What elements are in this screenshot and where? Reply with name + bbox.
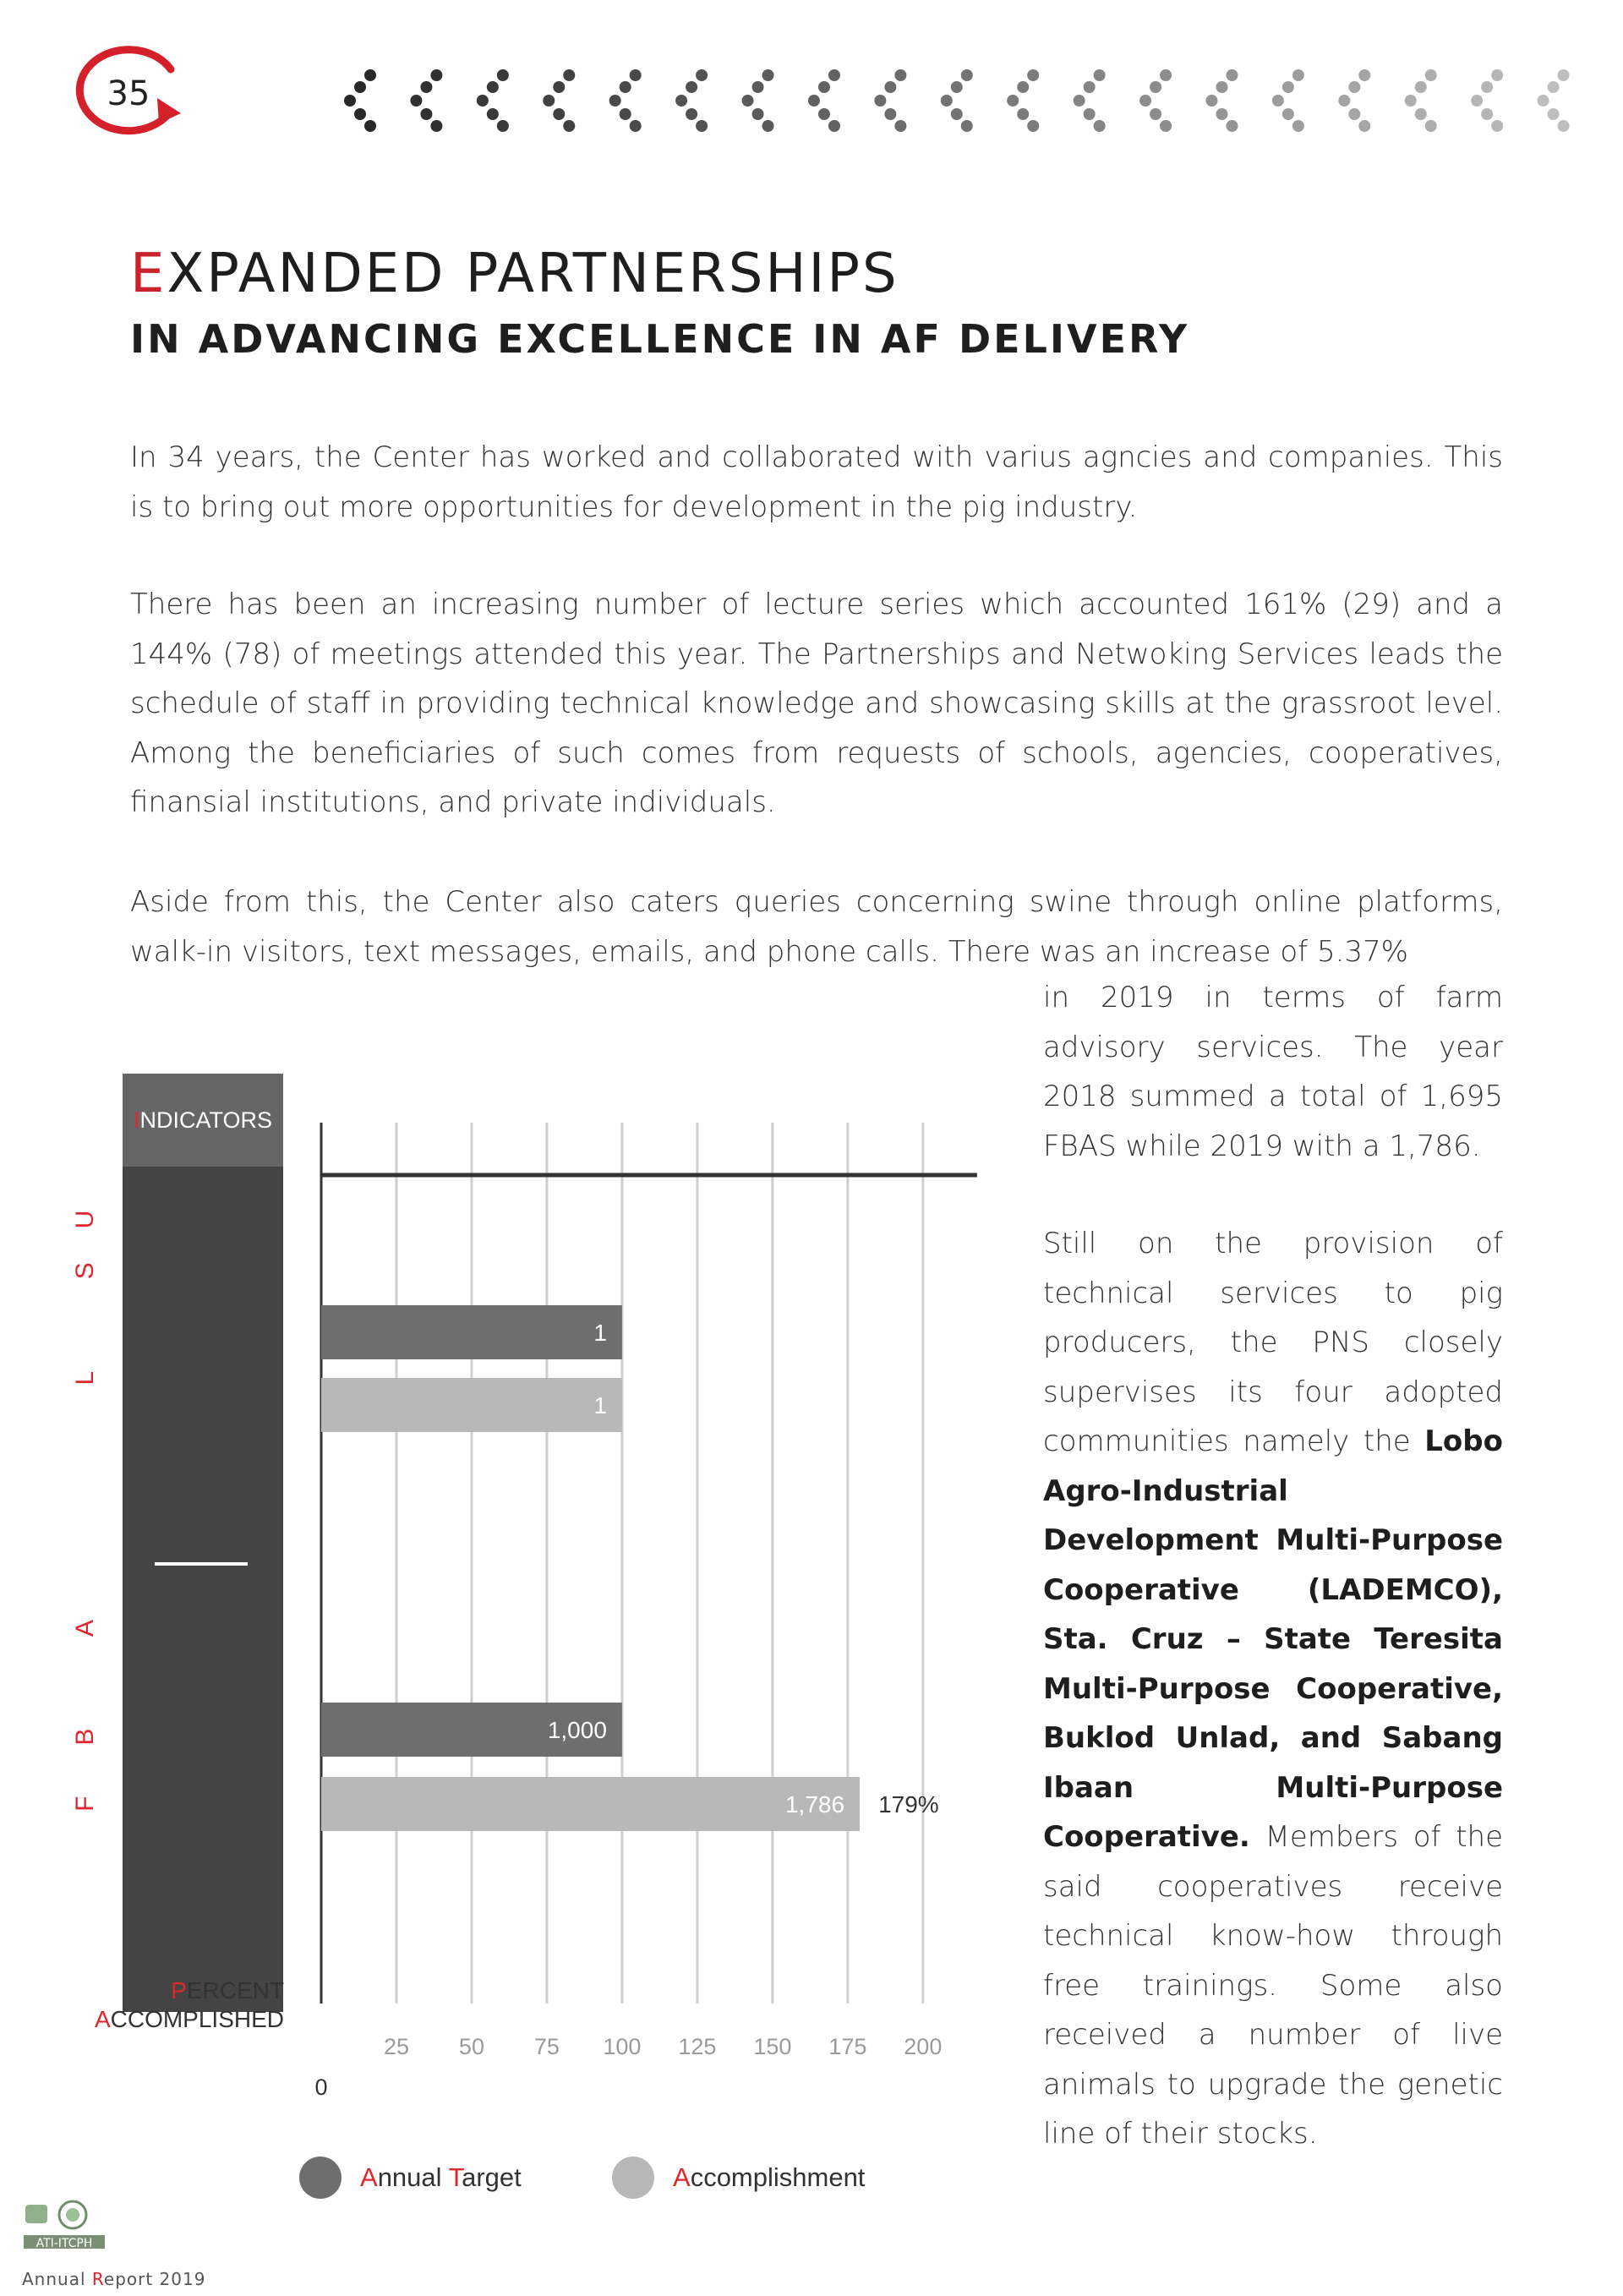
communities-names: Lobo Agro-Industrial Development Multi-Purpose Cooperative (LADEMCO), Sta. Cruz – State Teresita Multi-Purpose Cooperative, Buklod Unlad, and Sabang Ibaan Multi-Purpose Cooperative. (1043, 1424, 1503, 1854)
chevron-dot (1425, 120, 1437, 132)
chevron-dot (430, 69, 442, 81)
chevron-dot (1481, 81, 1493, 93)
la-a: A (673, 2162, 691, 2192)
chevron-dot (1272, 95, 1284, 107)
x-tick-label: 175 (828, 2034, 867, 2059)
chevron-icon (543, 69, 575, 132)
bar-data-label: 1 (593, 1392, 607, 1419)
chevron-dot (1282, 81, 1294, 93)
ind2-f: F (71, 1796, 99, 1812)
bar-data-label: 1,000 (547, 1717, 607, 1743)
chevron-icon (344, 69, 376, 132)
lt-arget: arget (462, 2162, 522, 2192)
chevron-dot (354, 81, 366, 93)
ind2-dvisory: dvisory (71, 1539, 99, 1621)
chevron-icon (941, 69, 973, 132)
chevron-dot (1007, 95, 1019, 107)
bar-accomplishment (321, 1777, 860, 1831)
chevron-icon (742, 69, 774, 132)
chevron-dot (951, 81, 963, 93)
chevron-dot (961, 69, 973, 81)
chevron-dot (951, 108, 963, 120)
chevron-dot (742, 95, 754, 107)
footer-r: R (91, 2269, 104, 2289)
chevron-dot (553, 108, 565, 120)
bar-target (321, 1305, 622, 1359)
chevron-dot (1160, 69, 1172, 81)
chevron-dot (1292, 69, 1304, 81)
page-subtitle: IN ADVANCING EXCELLENCE IN AF DELIVERY (130, 316, 1190, 362)
ind2-arm: arm (71, 1745, 99, 1796)
chevron-dot (1348, 81, 1360, 93)
pct-a: A (94, 2006, 111, 2032)
chevron-dot (1471, 95, 1483, 107)
chevron-dot (1226, 120, 1238, 132)
chevron-dot (1481, 108, 1493, 120)
lt-nnual: nnual (377, 2162, 449, 2192)
chevron-dot (1216, 81, 1227, 93)
pct-line-1 (59, 1976, 284, 2005)
chevron-dot (941, 95, 953, 107)
chevron-icon (1272, 69, 1304, 132)
chevron-dot (762, 69, 774, 81)
chevron-dot (609, 95, 621, 107)
chevron-icon (1139, 69, 1172, 132)
bar-data-label: 1 (593, 1320, 607, 1346)
chevron-dot (762, 120, 774, 132)
chevron-dot (1548, 108, 1560, 120)
paragraph-fbas: in 2019 in terms of farm advisory services. The year 2018 summed a total of 1,695 FBAS while 2019 with a 1,786. (1043, 981, 1503, 1163)
logo-caption: ATI-ITCPH (36, 2237, 93, 2250)
footer-eport: eport 2019 (103, 2269, 206, 2289)
ati-logo-icon (22, 2198, 140, 2266)
x-tick-label: 50 (458, 2034, 484, 2059)
chevron-dot (1491, 69, 1503, 81)
indicators-initial: I (133, 1107, 140, 1133)
chevron-icon (1538, 69, 1570, 132)
ind1-pgraded: pgraded (71, 1117, 99, 1211)
x-tick-label: 25 (383, 2034, 410, 2059)
ind2-usiness: usiness (71, 1637, 99, 1729)
chevron-dot (563, 120, 575, 132)
chevron-dot (818, 108, 830, 120)
chevron-dot (364, 120, 376, 132)
chevron-dot (1425, 69, 1437, 81)
chevron-dot (675, 95, 687, 107)
chevron-dot (1139, 95, 1151, 107)
x-tick-label: 125 (678, 2034, 717, 2059)
chevron-dot (364, 69, 376, 81)
chevron-dot (1358, 120, 1370, 132)
chevron-dot (430, 120, 442, 132)
chevron-icon (675, 69, 708, 132)
ind2-a: A (71, 1620, 99, 1637)
pct-line-2 (59, 2005, 284, 2034)
page-title (130, 243, 899, 305)
ind1-earning: earning (71, 1279, 99, 1371)
x-origin-label: 0 (314, 2075, 328, 2100)
chevron-dot (1491, 120, 1503, 132)
chevron-dot (1160, 120, 1172, 132)
paragraph-lectures: There has been an increasing number of lecture series which accounted 161% (29) and a 144% (78) of meetings attended this year. The Partnerships and Netwoking Services leads the schedule of staff in providing technical knowledge and showcasing skills at the grassroot level. Among the beneficiaries of such comes from requests of schools, agencies, cooperatives, finansial institutions, and private individuals. (130, 588, 1503, 819)
lt-t: T (448, 2162, 462, 2192)
footer-report-title (22, 2269, 205, 2289)
x-tick-label: 150 (753, 2034, 792, 2059)
chevron-icon (410, 69, 442, 132)
paragraph-queries: Aside from this, the Center also caters queries concerning swine through online platforms, walk-in visitors, text messages, emails, and phone calls. There was an increase of 5.37% (130, 885, 1503, 969)
chevron-dot (686, 81, 697, 93)
chevron-dot (420, 108, 432, 120)
chevron-dot (1027, 120, 1039, 132)
chevron-dot (630, 120, 642, 132)
paragraph-communities (1043, 1219, 1503, 2159)
chevron-icon (874, 69, 906, 132)
chevron-dot (1150, 108, 1161, 120)
chevron-dot (553, 81, 565, 93)
chevron-dot (1205, 95, 1217, 107)
chevron-dot (686, 108, 697, 120)
page-number: 35 (107, 74, 150, 113)
chevron-icon (1074, 69, 1106, 132)
chevron-dot (1415, 81, 1427, 93)
indicator-label-farm-business (71, 1422, 100, 1929)
percent-accomplished-label (59, 1976, 284, 2034)
chevron-dot (696, 120, 708, 132)
legend-target-label (360, 2162, 522, 2193)
chevron-dot (1094, 69, 1106, 81)
chevron-dot (1282, 108, 1294, 120)
x-tick-label: 75 (533, 2034, 560, 2059)
legend-target-swatch (299, 2157, 342, 2199)
chevron-dot (1338, 95, 1350, 107)
chevron-dot (1027, 69, 1039, 81)
chevron-icon (1471, 69, 1503, 132)
x-tick-label: 200 (904, 2034, 943, 2059)
chevron-dot (630, 69, 642, 81)
page-number-badge (69, 44, 188, 144)
chevron-dot (410, 95, 422, 107)
chevron-icon (609, 69, 642, 132)
legend-accomplishment-label (673, 2162, 865, 2193)
chevron-dot (1094, 120, 1106, 132)
chevron-icon (1205, 69, 1238, 132)
ind1-l: L (71, 1370, 99, 1386)
chevron-dot (620, 108, 631, 120)
chevron-dot (1150, 81, 1161, 93)
chevron-dot (808, 95, 820, 107)
ind1-ite: ite (71, 1228, 99, 1263)
chevron-dot (1548, 81, 1560, 93)
chevron-dot (818, 81, 830, 93)
chevron-dot (894, 69, 906, 81)
chevron-dot (1216, 108, 1227, 120)
chevron-dot (1226, 69, 1238, 81)
chevron-dot (487, 108, 499, 120)
chevron-dot (752, 81, 764, 93)
chevron-dot (497, 120, 509, 132)
chevron-dot (620, 81, 631, 93)
chevron-dot (874, 95, 886, 107)
ind1-s: S (71, 1262, 99, 1280)
chevron-icon (477, 69, 509, 132)
chevron-dot (477, 95, 489, 107)
indicators-rest: NDICATORS (139, 1107, 273, 1133)
chevron-dot (894, 120, 906, 132)
chevron-border (338, 63, 1598, 139)
indicators-chart (123, 1074, 959, 2113)
chevron-dot (487, 81, 499, 93)
chevron-dot (563, 69, 575, 81)
chevron-icon (1007, 69, 1039, 132)
chevron-dot (884, 108, 896, 120)
bar-accomplishment (321, 1378, 622, 1432)
title-rest: XPANDED PARTNERSHIPS (167, 243, 899, 305)
chevron-icon (1405, 69, 1437, 132)
chevron-dot (1074, 95, 1085, 107)
pct-ccomplished: CCOMPLISHED (110, 2006, 284, 2032)
chevron-icon (808, 69, 840, 132)
chevron-dot (752, 108, 764, 120)
legend-accomplishment-swatch (612, 2157, 654, 2199)
communities-text-b: Members of the said cooperatives receive technical know-how through free trainings. Some also received a number of live animals to upgrade the genetic line of their stocks. (1043, 1820, 1503, 2151)
chevron-dot (1358, 69, 1370, 81)
pct-ercent: ERCENT (186, 1977, 284, 2004)
ind2-b: B (71, 1728, 99, 1746)
chevron-dot (1415, 108, 1427, 120)
chevron-dot (884, 81, 896, 93)
chevron-dot (497, 69, 509, 81)
chevron-dot (1017, 81, 1029, 93)
chevron-dot (1538, 95, 1549, 107)
bar-annotation: 179% (878, 1791, 939, 1818)
chevron-dot (420, 81, 432, 93)
chevron-dot (961, 120, 973, 132)
chevron-icon (1338, 69, 1370, 132)
indicator-separator (155, 1562, 248, 1566)
chevron-dot (1292, 120, 1304, 132)
bar-chart-svg (123, 1074, 959, 2113)
ind1-u: U (71, 1210, 99, 1229)
chevron-dot (1084, 108, 1096, 120)
chevron-dot (828, 120, 840, 132)
chevron-dot (1558, 120, 1570, 132)
legend-accomplishment (612, 2154, 865, 2201)
pct-p: P (171, 1977, 187, 2004)
communities-text-a: Still on the provision of technical services to pig producers, the PNS closely supervises its four adopted communities namely the (1043, 1227, 1503, 1458)
chevron-dot (1348, 108, 1360, 120)
chevron-dot (354, 108, 366, 120)
chevron-dot (543, 95, 555, 107)
chevron-dot (1084, 81, 1096, 93)
paragraph-intro: In 34 years, the Center has worked and collaborated with varius agncies and companies. This is to bring out more opportunities for development in the pig industry. (130, 440, 1503, 524)
la-ccomplishment: ccomplishment (690, 2162, 866, 2192)
bar-data-label: 1,786 (784, 1791, 845, 1818)
legend-annual-target (299, 2154, 522, 2201)
footer-annual: Annual (22, 2269, 92, 2289)
chevron-dot (828, 69, 840, 81)
chevron-dot (1405, 95, 1417, 107)
chevron-dot (1558, 69, 1570, 81)
lt-a: A (360, 2162, 378, 2192)
chevron-dot (696, 69, 708, 81)
chevron-dot (344, 95, 356, 107)
x-tick-label: 100 (603, 2034, 642, 2059)
chevron-dot (1017, 108, 1029, 120)
title-initial: E (130, 243, 167, 305)
